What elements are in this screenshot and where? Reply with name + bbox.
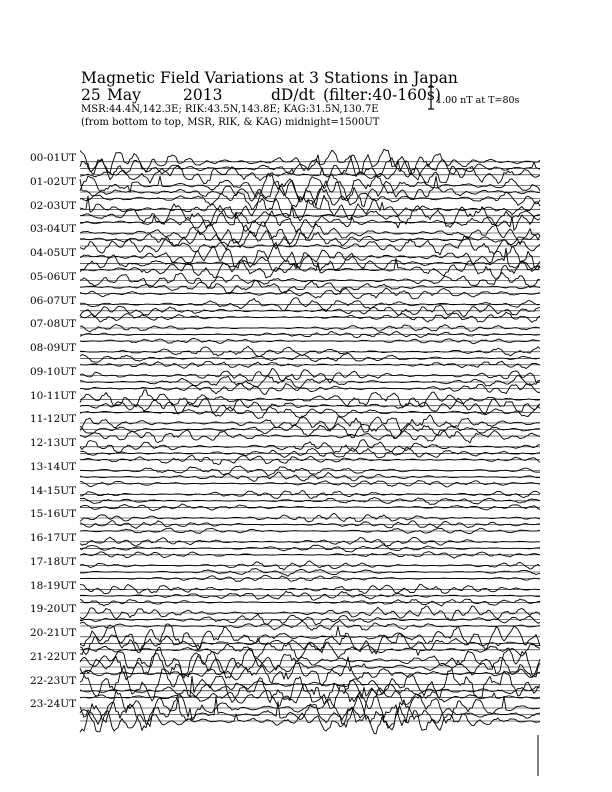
row-label: 12-13UT [30,437,77,449]
trace-kag [80,440,540,453]
row-label: 22-23UT [30,674,77,687]
row-label: 03-04UT [30,223,77,236]
trace-rik [80,353,540,362]
scale-bar-label: 1.00 nT at T=80s [436,95,520,106]
chart-title: Magnetic Field Variations at 3 Stations in Japan [81,69,458,87]
scale-bar-icon [428,87,434,109]
trace-msr [80,430,540,443]
row-label: 21-22UT [30,650,77,663]
row-label: 11-12UT [30,413,77,426]
trace-kag [80,174,540,201]
trace-kag [80,466,540,476]
trace-kag [80,149,540,176]
row-label: 06-07UT [30,294,77,307]
row-label: 09-10UT [30,365,77,378]
trace-rik [80,569,540,577]
date-month: May [107,86,141,104]
row-label: 18-19UT [30,579,77,592]
row-label: 13-14UT [30,460,77,473]
trace-rik [80,695,540,732]
row-label: 19-20UT [30,603,77,616]
trace-msr [80,186,540,210]
row-label: 10-11UT [30,389,77,402]
stations-line: MSR:44.4N,142.3E; RIK:43.5N,143.8E; KAG:31.5N,130.7E [81,104,379,115]
row-label: 01-02UT [30,175,77,188]
traces [80,149,540,776]
row-label: 23-24UT [30,698,77,711]
trace-msr [80,707,540,734]
quantity-label: dD/dt [271,86,315,104]
trace-msr [80,236,540,255]
trace-kag [80,346,540,356]
row-label: 02-03UT [30,199,77,212]
row-label: 16-17UT [30,532,77,544]
row-label: 07-08UT [30,318,77,331]
row-label: 14-15UT [30,484,77,497]
row-label: 04-05UT [30,247,77,259]
trace-rik [80,591,540,600]
row-label: 08-09UT [30,342,77,354]
trace-kag [80,298,540,312]
trace-rik [80,423,540,438]
trace-kag [80,624,540,651]
trace-msr [80,384,540,395]
order-line: (from bottom to top, MSR, RIK, & KAG) midnight=1500UT [81,117,380,128]
row-label: 05-06UT [30,270,77,283]
trace-kag [80,584,540,594]
trace-kag [80,513,540,522]
date-day: 25 [81,86,101,104]
row-label: 20-21UT [30,627,77,639]
row-label: 00-01UT [30,152,77,164]
row-label: 15-16UT [30,508,77,521]
trace-msr [80,642,540,659]
trace-msr [80,620,540,630]
trace-rik [80,677,540,704]
date-year: 2013 [183,86,223,104]
row-label: 17-18UT [30,555,77,568]
trace-msr [80,211,540,232]
trace-kag [80,390,540,407]
filter-label: (filter:40-160s) [323,86,441,104]
